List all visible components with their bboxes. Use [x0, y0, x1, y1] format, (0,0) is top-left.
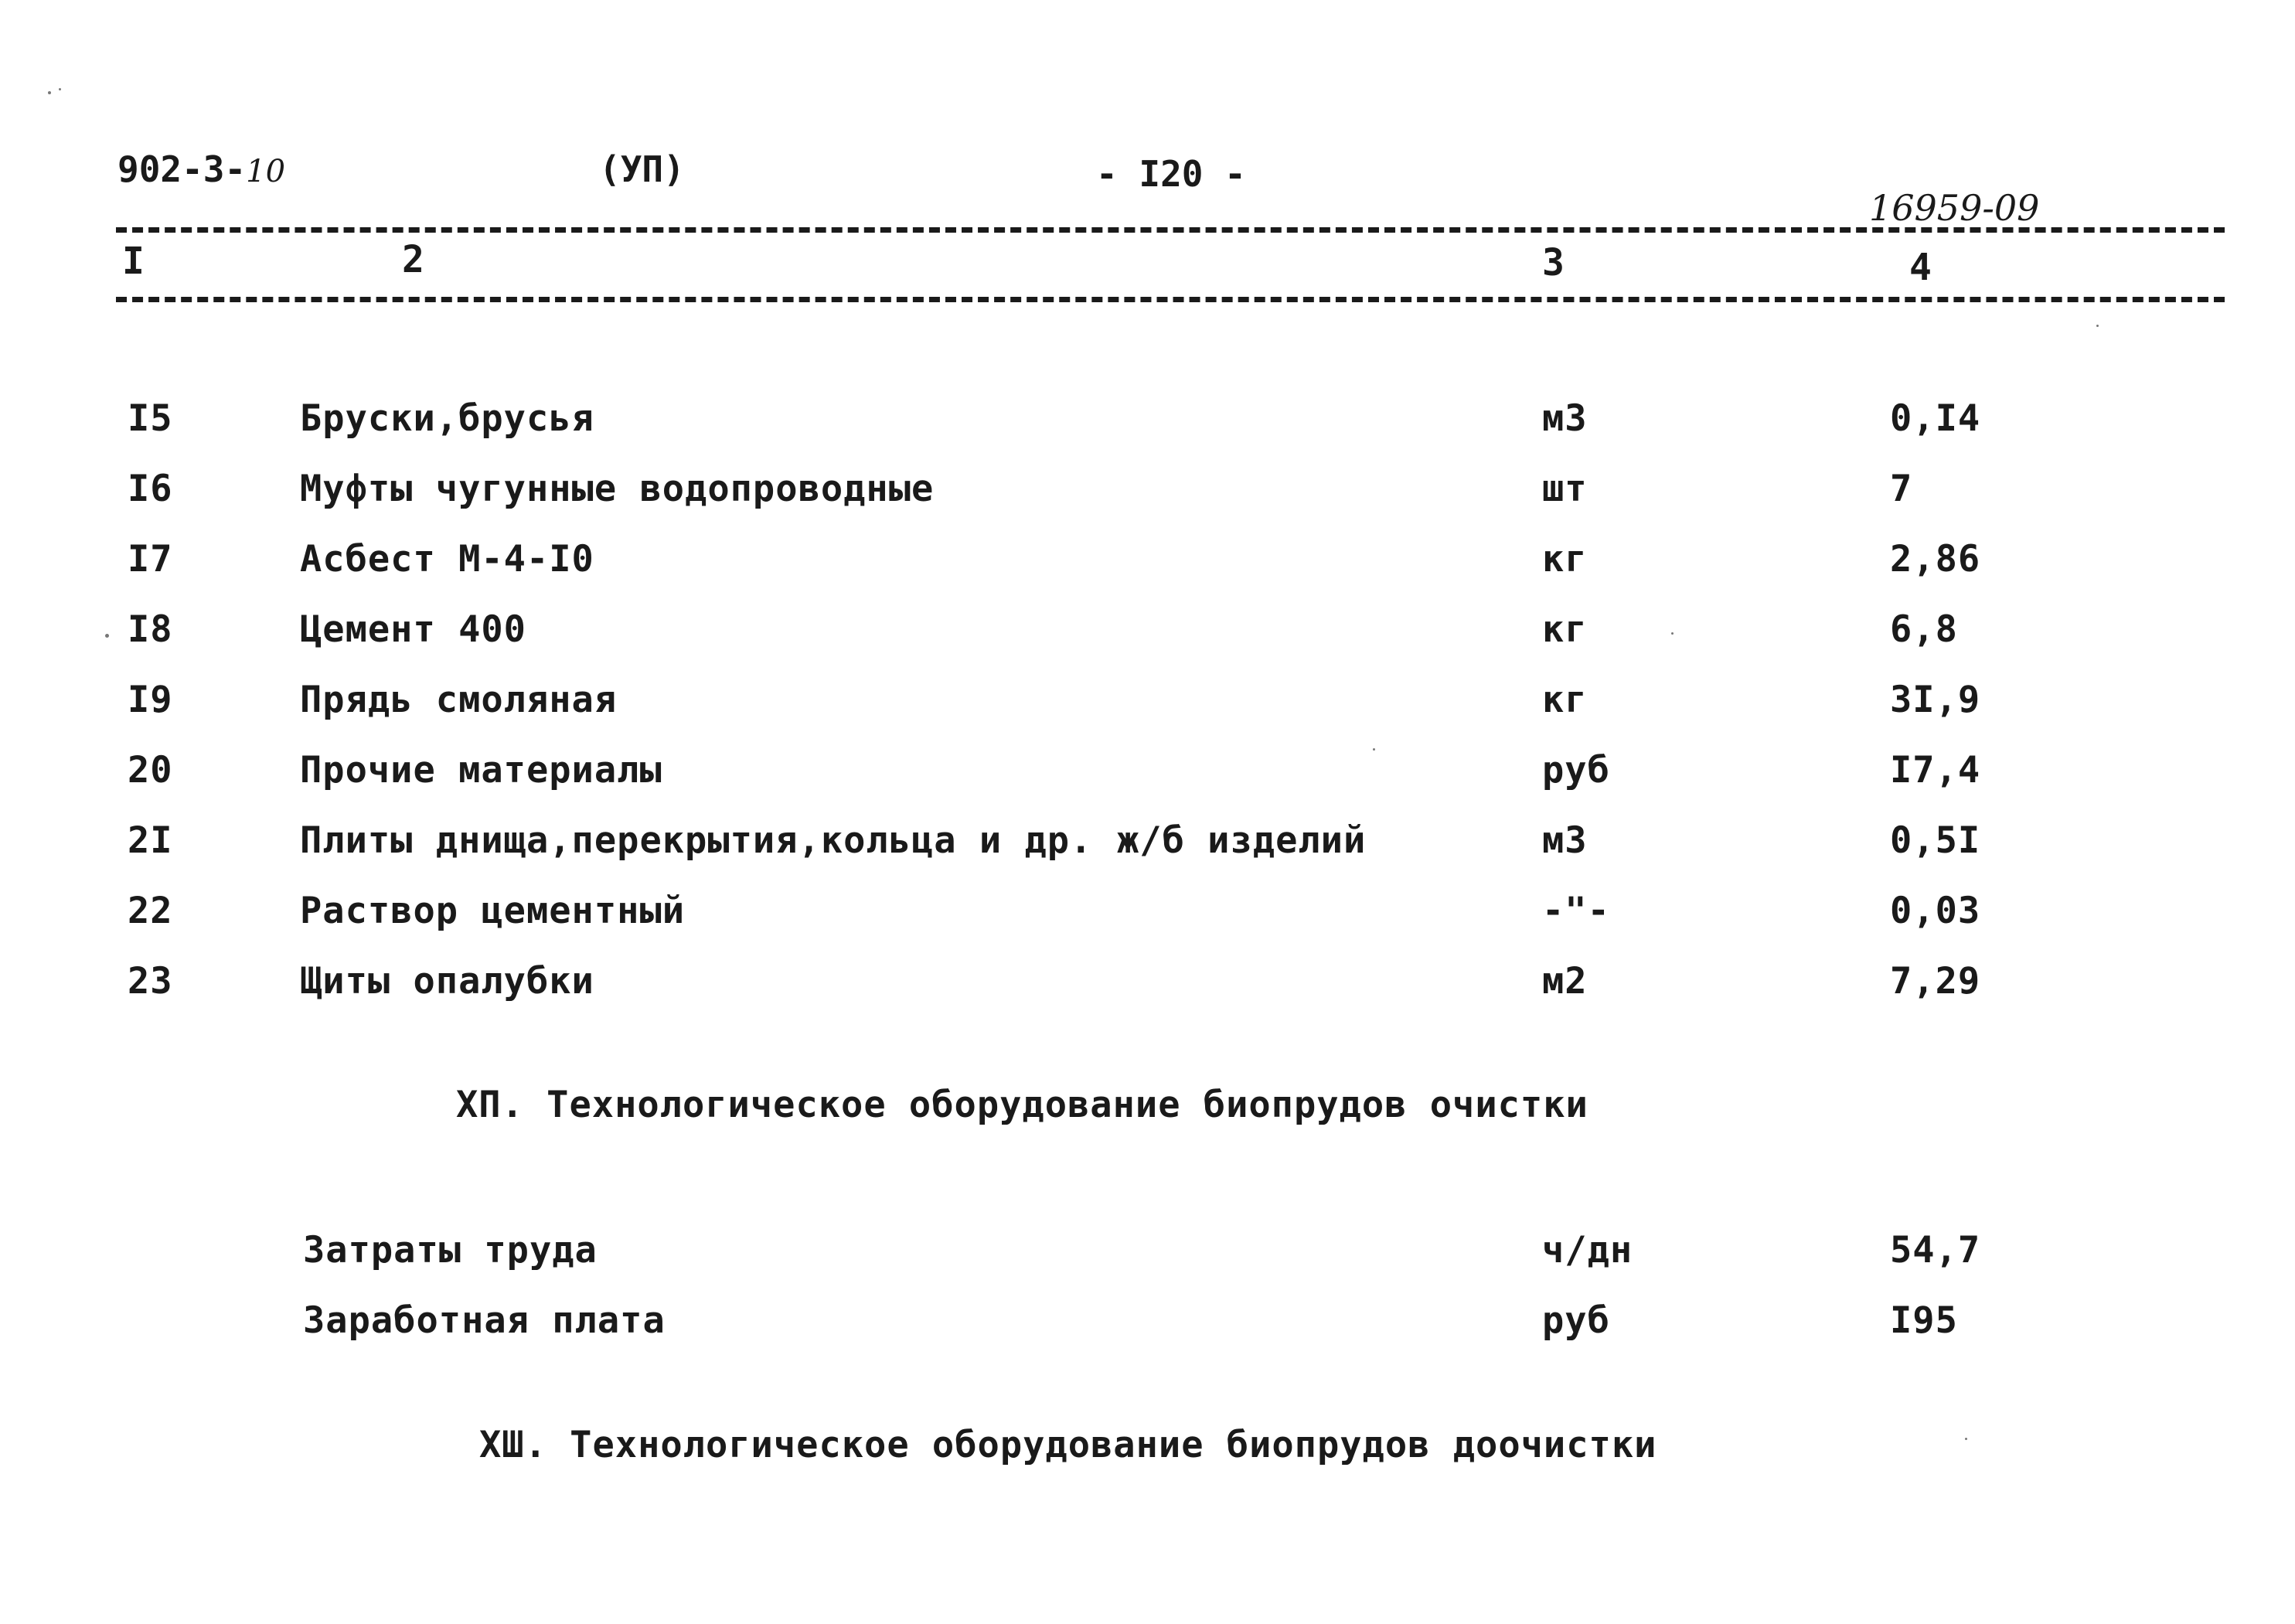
row-unit: кг: [1542, 679, 1588, 721]
row-unit: кг: [1542, 538, 1588, 580]
row-number: I9: [128, 679, 173, 721]
row-number: I7: [128, 538, 173, 580]
scan-speck: [1965, 1438, 1967, 1440]
row-number: 23: [128, 960, 173, 1003]
column-number-3: 3: [1542, 241, 1565, 284]
row-unit: руб: [1542, 1299, 1610, 1342]
row-number: 2I: [128, 819, 173, 862]
row-value: 0,I4: [1890, 397, 1981, 440]
row-name: Раствор цементный: [300, 890, 686, 932]
row-name: Затраты труда: [303, 1229, 598, 1272]
row-name: Заработная плата: [303, 1299, 666, 1342]
row-number: I8: [128, 608, 173, 651]
section-xii-title: XП. Технологическое оборудование биопрудов очистки: [456, 1084, 1588, 1126]
row-unit: кг: [1542, 608, 1588, 651]
row-value: 6,8: [1890, 608, 1958, 651]
scan-speck: [2096, 325, 2099, 327]
column-number-1: I: [122, 240, 145, 283]
scan-speck: [1671, 632, 1674, 635]
scan-speck: [1373, 748, 1375, 751]
inventory-number: 16959-09: [1869, 187, 2040, 229]
row-value: 3I,9: [1890, 679, 1981, 721]
document-number-suffix: 10: [246, 154, 286, 189]
row-unit: руб: [1542, 749, 1610, 792]
row-value: I95: [1890, 1299, 1958, 1342]
row-number: I5: [128, 397, 173, 440]
row-name: Прочие материалы: [300, 749, 662, 792]
column-number-2: 2: [402, 238, 424, 281]
page-number: - I20 -: [1096, 153, 1246, 195]
row-value: 2,86: [1890, 538, 1981, 580]
row-value: I7,4: [1890, 749, 1981, 792]
row-name: Щиты опалубки: [300, 960, 594, 1003]
row-unit: шт: [1542, 468, 1588, 510]
row-value: 0,5I: [1890, 819, 1981, 862]
row-unit: -"-: [1542, 890, 1610, 932]
row-name: Асбест М-4-I0: [300, 538, 594, 580]
row-name: Плиты днища,перекрытия,кольца и др.: [300, 819, 1093, 862]
row-name: Цемент 400: [300, 608, 526, 651]
row-unit: ч/дн: [1542, 1229, 1633, 1272]
document-number: [117, 148, 285, 190]
document-number-prefix: 902-3-: [117, 148, 247, 190]
row-number: 22: [128, 890, 173, 932]
row-name-extra: ж/б изделий: [1117, 819, 1367, 862]
row-value: 7: [1890, 468, 1913, 510]
row-number: I6: [128, 468, 173, 510]
scan-speck: [105, 634, 109, 638]
row-value: 7,29: [1890, 960, 1981, 1003]
row-value: 54,7: [1890, 1229, 1981, 1272]
row-value: 0,03: [1890, 890, 1981, 932]
row-unit: м3: [1542, 819, 1588, 862]
volume-label: (УП): [599, 148, 685, 190]
scan-speck: [48, 91, 51, 94]
section-xiii-title: XШ. Технологическое оборудование биопрудов доочистки: [479, 1424, 1657, 1466]
row-unit: м2: [1542, 960, 1588, 1003]
row-name: Прядь смоляная: [300, 679, 618, 721]
column-number-4: 4: [1909, 246, 1932, 289]
row-number: 20: [128, 749, 173, 792]
top-dashed-rule: [116, 227, 2225, 233]
row-unit: м3: [1542, 397, 1588, 440]
row-name: Муфты чугунные водопроводные: [300, 468, 935, 510]
scan-speck: [59, 88, 61, 90]
bottom-dashed-rule: [116, 297, 2225, 302]
row-name: Бруски,брусья: [300, 397, 594, 440]
